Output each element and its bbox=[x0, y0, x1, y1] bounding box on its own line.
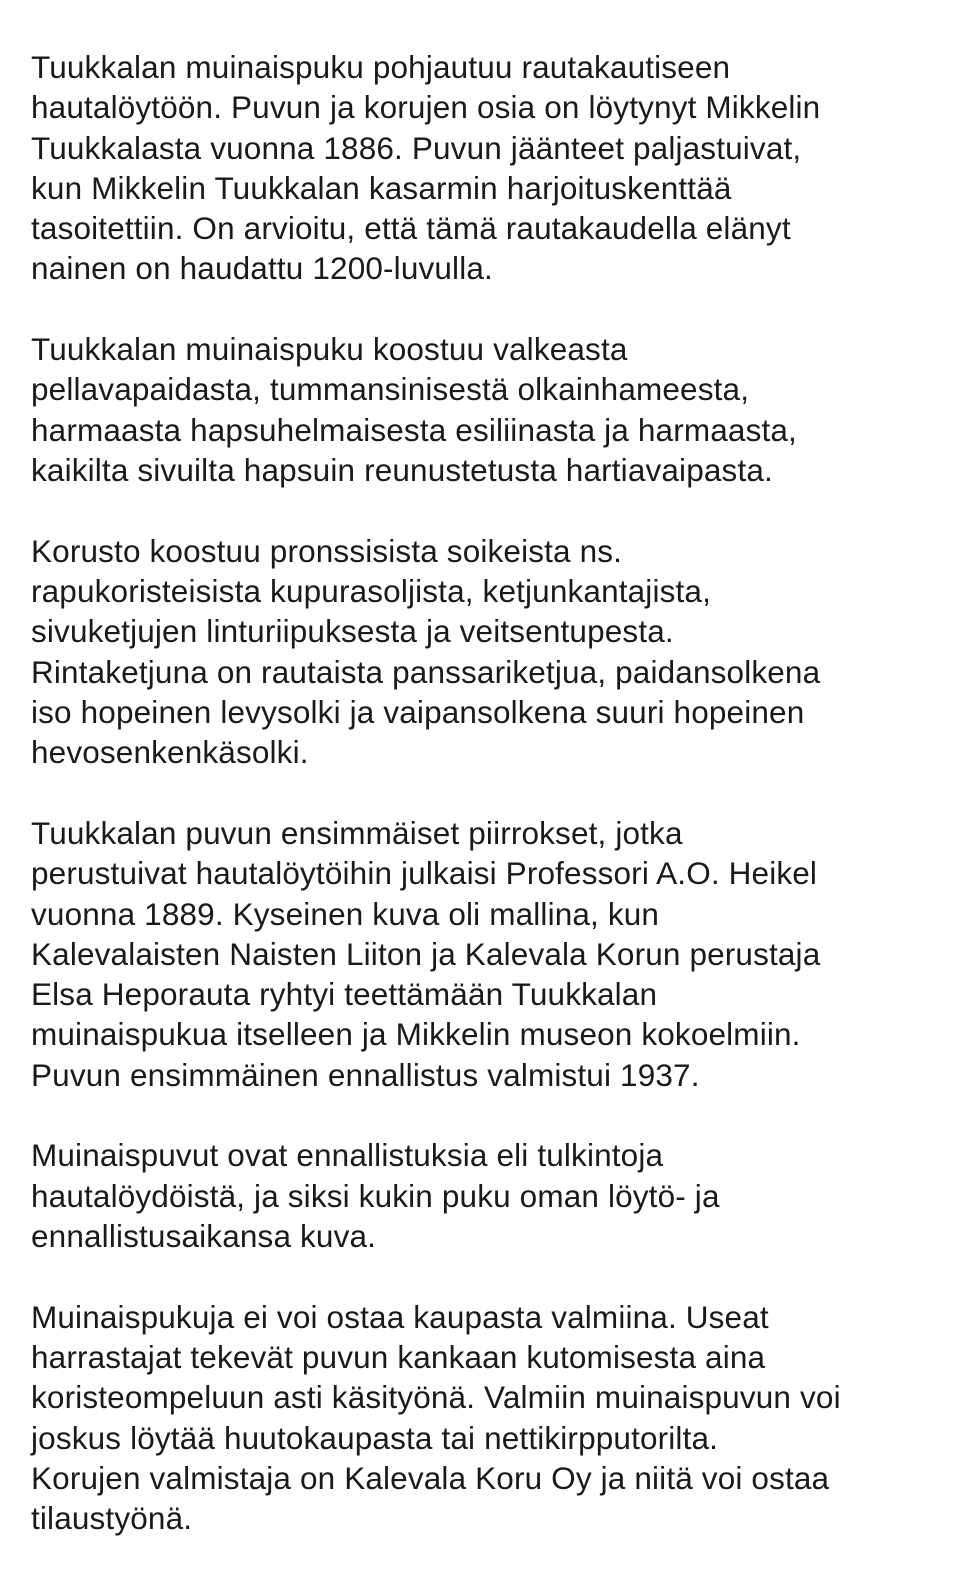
text-line: Rintaketjuna on rautaista panssariketjua, paidansolkena bbox=[31, 653, 821, 690]
text-line: Korusto koostuu pronssisista soikeista ns. bbox=[31, 532, 623, 569]
text-line: Korujen valmistaja on Kalevala Koru Oy ja niitä voi ostaa bbox=[31, 1459, 830, 1496]
text-line: Puvun ensimmäinen ennallistus valmistui 1937. bbox=[31, 1056, 700, 1093]
text-line: kaikilta sivuilta hapsuin reunustetusta hartiavaipasta. bbox=[31, 452, 773, 489]
text-line: joskus löytää huutokaupasta tai nettikirpputorilta. bbox=[31, 1419, 719, 1456]
text-line: harrastajat tekevät puvun kankaan kutomisesta aina bbox=[31, 1338, 766, 1375]
text-line: sivuketjujen linturiipuksesta ja veitsentupesta. bbox=[31, 613, 674, 650]
paragraph-origin bbox=[31, 47, 930, 289]
text-line: Tuukkalasta vuonna 1886. Puvun jäänteet paljastuivat, bbox=[31, 129, 802, 166]
text-line: Muinaispukuja ei voi ostaa kaupasta valmiina. Useat bbox=[31, 1298, 769, 1335]
text-line: pellavapaidasta, tummansinisestä olkainhameesta, bbox=[31, 371, 750, 408]
paragraph-garments bbox=[31, 329, 930, 490]
text-line: hautalöydöistä, ja siksi kukin puku oman löytö- ja bbox=[31, 1177, 720, 1214]
text-line: harmaasta hapsuhelmaisesta esiliinasta ja harmaasta, bbox=[31, 411, 797, 448]
text-line: iso hopeinen levysolki ja vaipansolkena suuri hopeinen bbox=[31, 693, 805, 730]
paragraph-jewelry bbox=[31, 531, 930, 773]
text-line: ennallistusaikansa kuva. bbox=[31, 1217, 377, 1254]
paragraph-interpretation bbox=[31, 1135, 930, 1256]
text-line: rapukoristeisista kupurasoljista, ketjunkantajista, bbox=[31, 573, 711, 610]
text-line: muinaispukua itselleen ja Mikkelin museon kokoelmiin. bbox=[31, 1016, 801, 1053]
paragraph-history bbox=[31, 813, 930, 1095]
text-line: perustuivat hautalöytöihin julkaisi Professori A.O. Heikel bbox=[31, 855, 818, 892]
text-line: tilaustyönä. bbox=[31, 1500, 193, 1537]
text-line: koristeompeluun asti käsityönä. Valmiin muinaispuvun voi bbox=[31, 1379, 841, 1416]
text-line: kun Mikkelin Tuukkalan kasarmin harjoituskenttää bbox=[31, 169, 732, 206]
text-line: Tuukkalan muinaispuku koostuu valkeasta bbox=[31, 331, 628, 368]
text-line: nainen on haudattu 1200-luvulla. bbox=[31, 250, 493, 287]
text-line: hautalöytöön. Puvun ja korujen osia on löytynyt Mikkelin bbox=[31, 89, 821, 126]
text-line: Tuukkalan puvun ensimmäiset piirrokset, jotka bbox=[31, 814, 683, 851]
text-line: Kalevalaisten Naisten Liiton ja Kalevala Korun perustaja bbox=[31, 935, 821, 972]
text-line: Muinaispuvut ovat ennallistuksia eli tulkintoja bbox=[31, 1137, 664, 1174]
text-line: hevosenkenkäsolki. bbox=[31, 734, 309, 771]
text-line: Tuukkalan muinaispuku pohjautuu rautakautiseen bbox=[31, 49, 731, 85]
text-line: tasoitettiin. On arvioitu, että tämä rautakaudella elänyt bbox=[31, 210, 791, 247]
text-line: Elsa Heporauta ryhtyi teettämään Tuukkalan bbox=[31, 976, 658, 1013]
paragraph-availability bbox=[31, 1297, 930, 1539]
text-line: vuonna 1889. Kyseinen kuva oli mallina, kun bbox=[31, 895, 660, 932]
